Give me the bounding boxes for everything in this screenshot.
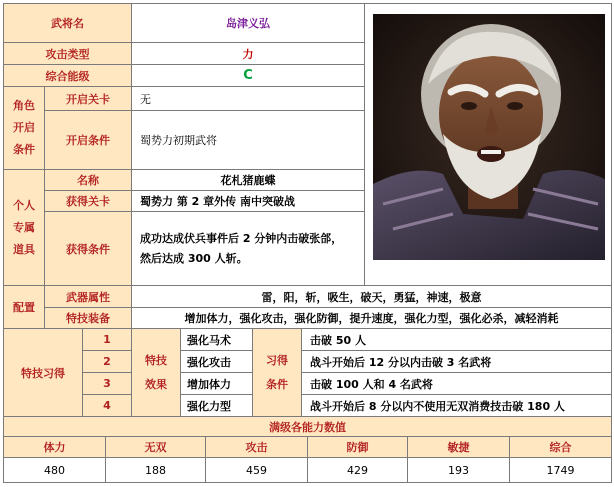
- personal-item-section-label: [3, 169, 45, 286]
- name-label: 武将名: [3, 3, 132, 43]
- name-value: 岛津义弘: [131, 3, 365, 43]
- config-section-label: 配置: [3, 285, 45, 329]
- skill-row-effect: 强化马术: [180, 328, 253, 351]
- stats-title: 满级各能力数值: [3, 416, 612, 437]
- personal-item-line-2: 专属: [13, 220, 35, 234]
- unlock-section-line-3: 条件: [13, 143, 35, 156]
- rating-label: 综合能级: [3, 64, 132, 87]
- stat-header: 敏捷: [407, 436, 510, 458]
- item-stage-label: 获得关卡: [44, 190, 132, 212]
- stat-value: 480: [3, 457, 106, 483]
- unlock-cond-value: 蜀势力初期武将: [131, 110, 365, 170]
- unlock-section-line-2: 开启: [13, 121, 35, 134]
- rating-value: C: [131, 64, 365, 87]
- unlock-section-label: [3, 86, 45, 170]
- item-cond-line-2: 然后达成 300 人斩。: [140, 251, 248, 265]
- skill-effect-label: [131, 328, 181, 417]
- skill-row-effect: 增加体力: [180, 372, 253, 395]
- stat-header: 防御: [307, 436, 408, 458]
- personal-item-line-3: 道具: [13, 242, 35, 256]
- skill-row-cond: 战斗开始后 12 分以内击破 3 名武将: [301, 350, 612, 373]
- item-cond-value: [131, 211, 365, 286]
- item-name-label: 名称: [44, 169, 132, 191]
- skill-row-cond: 击破 100 人和 4 名武将: [301, 372, 612, 395]
- skill-row-num: 4: [82, 394, 132, 417]
- unlock-stage-value: 无: [131, 86, 365, 111]
- skills-section-label: 特技习得: [3, 328, 83, 417]
- attack-type-label: 攻击类型: [3, 42, 132, 65]
- unlock-section-line-1: 角色: [13, 99, 35, 112]
- skill-effect-line-2: 效果: [145, 377, 167, 391]
- skill-row-cond: 击破 50 人: [301, 328, 612, 351]
- stat-header: 攻击: [205, 436, 308, 458]
- attack-type-value: 力: [131, 42, 365, 65]
- weapon-attr-label: 武器属性: [44, 285, 132, 308]
- item-stage-value: 蜀势力 第 2 章外传 南中突破战: [131, 190, 365, 212]
- skill-row-num: 3: [82, 372, 132, 395]
- character-portrait-icon: [373, 14, 605, 260]
- skill-equip-label: 特技装备: [44, 307, 132, 329]
- skill-row-effect: 强化力型: [180, 394, 253, 417]
- skill-learn-line-2: 条件: [266, 377, 288, 391]
- skill-equip-value: 增加体力，强化攻击，强化防御，提升速度，强化力型，强化必杀，减轻消耗: [131, 307, 612, 329]
- stat-header: 无双: [105, 436, 206, 458]
- skill-row-effect: 强化攻击: [180, 350, 253, 373]
- skill-effect-line-1: 特技: [145, 353, 167, 367]
- item-cond-label: 获得条件: [44, 211, 132, 286]
- skill-row-num: 1: [82, 328, 132, 351]
- item-cond-line-1: 成功达成伏兵事件后 2 分钟内击破张郃，: [140, 231, 343, 245]
- skill-learn-label: [252, 328, 302, 417]
- stat-value: 459: [205, 457, 308, 483]
- skill-learn-line-1: 习得: [266, 353, 288, 367]
- unlock-stage-label: 开启关卡: [44, 86, 132, 111]
- stat-value: 1749: [509, 457, 612, 483]
- personal-item-line-1: 个人: [13, 198, 35, 212]
- portrait-frame: [364, 3, 612, 286]
- stat-value: 193: [407, 457, 510, 483]
- stat-value: 429: [307, 457, 408, 483]
- stat-header: 综合: [509, 436, 612, 458]
- stat-header: 体力: [3, 436, 106, 458]
- skill-row-cond: 战斗开始后 8 分以内不使用无双消费技击破 180 人: [301, 394, 612, 417]
- skill-row-num: 2: [82, 350, 132, 373]
- item-name-value: 花札猪鹿蝶: [131, 169, 365, 191]
- weapon-attr-value: 雷，阳，斩，吸生，破天，勇猛，神速，极意: [131, 285, 612, 308]
- unlock-cond-label: 开启条件: [44, 110, 132, 170]
- stat-value: 188: [105, 457, 206, 483]
